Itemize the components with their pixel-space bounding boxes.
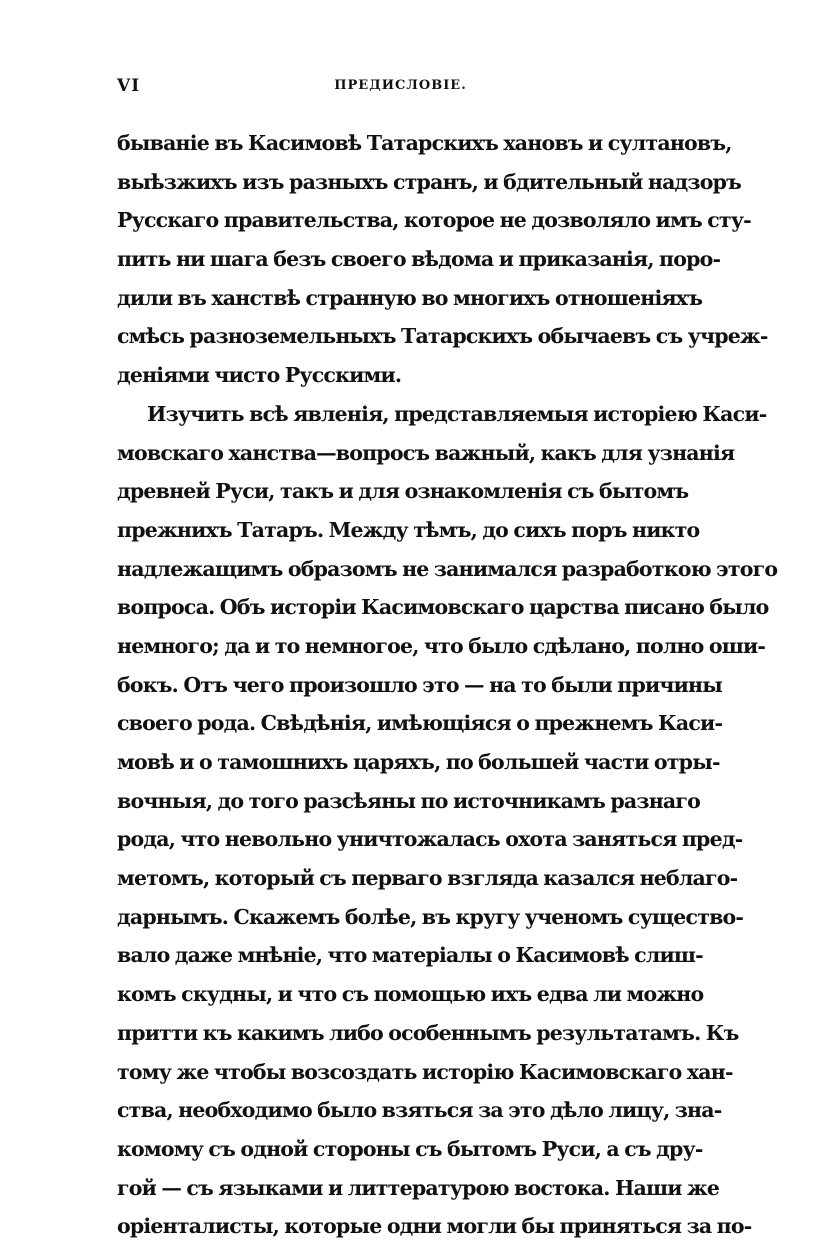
text-line: оріенталисты, которые одни могли бы приняться за по- <box>117 1214 752 1239</box>
text-line: бокъ. Отъ чего произошло это — на то были причины <box>117 672 722 697</box>
text-line: немного; да и то немногое, что было сдѣлано, полно оши- <box>117 633 766 658</box>
text-line: вало даже мнѣніе, что матеріалы о Касимовѣ слиш- <box>117 943 703 968</box>
text-line: притти къ какимъ либо особеннымъ результатамъ. Къ <box>117 1020 739 1045</box>
text-line: метомъ, который съ перваго взгляда казался неблаго- <box>117 866 738 891</box>
text-line: ства, необходимо было взяться за это дѣло лицу, зна- <box>117 1098 722 1123</box>
text-line: дили въ ханствѣ странную во многихъ отношеніяхъ <box>117 285 703 310</box>
text-line: пить ни шага безъ своего вѣдома и приказанія, поро- <box>117 247 721 272</box>
text-line: бываніе въ Касимовѣ Татарскихъ хановъ и султановъ, <box>117 131 732 155</box>
text-line: Изучить всѣ явленія, представляемыя исторіею Каси- <box>147 401 767 426</box>
text-line: рода, что невольно уничтожалась охота заняться пред- <box>117 827 743 852</box>
text-line: прежнихъ Татаръ. Между тѣмъ, до сихъ поръ никто <box>117 517 700 542</box>
text-line: древней Руси, такъ и для ознакомленія съ бытомъ <box>117 479 689 504</box>
text-line: гой — съ языками и литтературою востока. Наши же <box>117 1175 720 1200</box>
text-line: Русскаго правительства, которое не дозволяло имъ сту- <box>117 208 751 233</box>
text-line: вочныя, до того разсѣяны по источникамъ разнаго <box>117 788 701 813</box>
text-line: мовѣ и о тамошнихъ царяхъ, по большей части отры- <box>117 750 720 774</box>
text-line: комъ скудны, и что съ помощью ихъ едва ли можно <box>117 982 704 1007</box>
text-line: деніями чисто Русскими. <box>117 363 402 388</box>
text-line: выѣзжихъ изъ разныхъ странъ, и бдительный надзоръ <box>117 169 742 194</box>
text-line: дарнымъ. Скажемъ болѣе, въ кругу ученомъ существо- <box>117 904 744 929</box>
body-text <box>117 124 778 1246</box>
text-line: вопроса. Объ исторіи Касимовскаго царства писано было <box>117 595 769 620</box>
page-header <box>117 76 684 100</box>
text-line: комому съ одной стороны съ бытомъ Руси, а съ дру- <box>117 1136 703 1161</box>
text-line: тому же чтобы возсоздать исторію Касимовскаго хан- <box>117 1059 733 1084</box>
text-line: своего рода. Свѣдѣнія, имѣющіяся о прежнемъ Каси- <box>117 711 723 736</box>
text-line: надлежащимъ образомъ не занимался разработкою этого <box>117 556 778 581</box>
text-line: мовскаго ханства—вопросъ важный, какъ для узнанія <box>117 440 735 465</box>
running-title: ПРЕДИСЛОВІЕ. <box>334 78 467 93</box>
text-line: смѣсь разноземельныхъ Татарскихъ обычаевъ съ учреж- <box>117 324 768 349</box>
page-number: VI <box>117 76 141 96</box>
